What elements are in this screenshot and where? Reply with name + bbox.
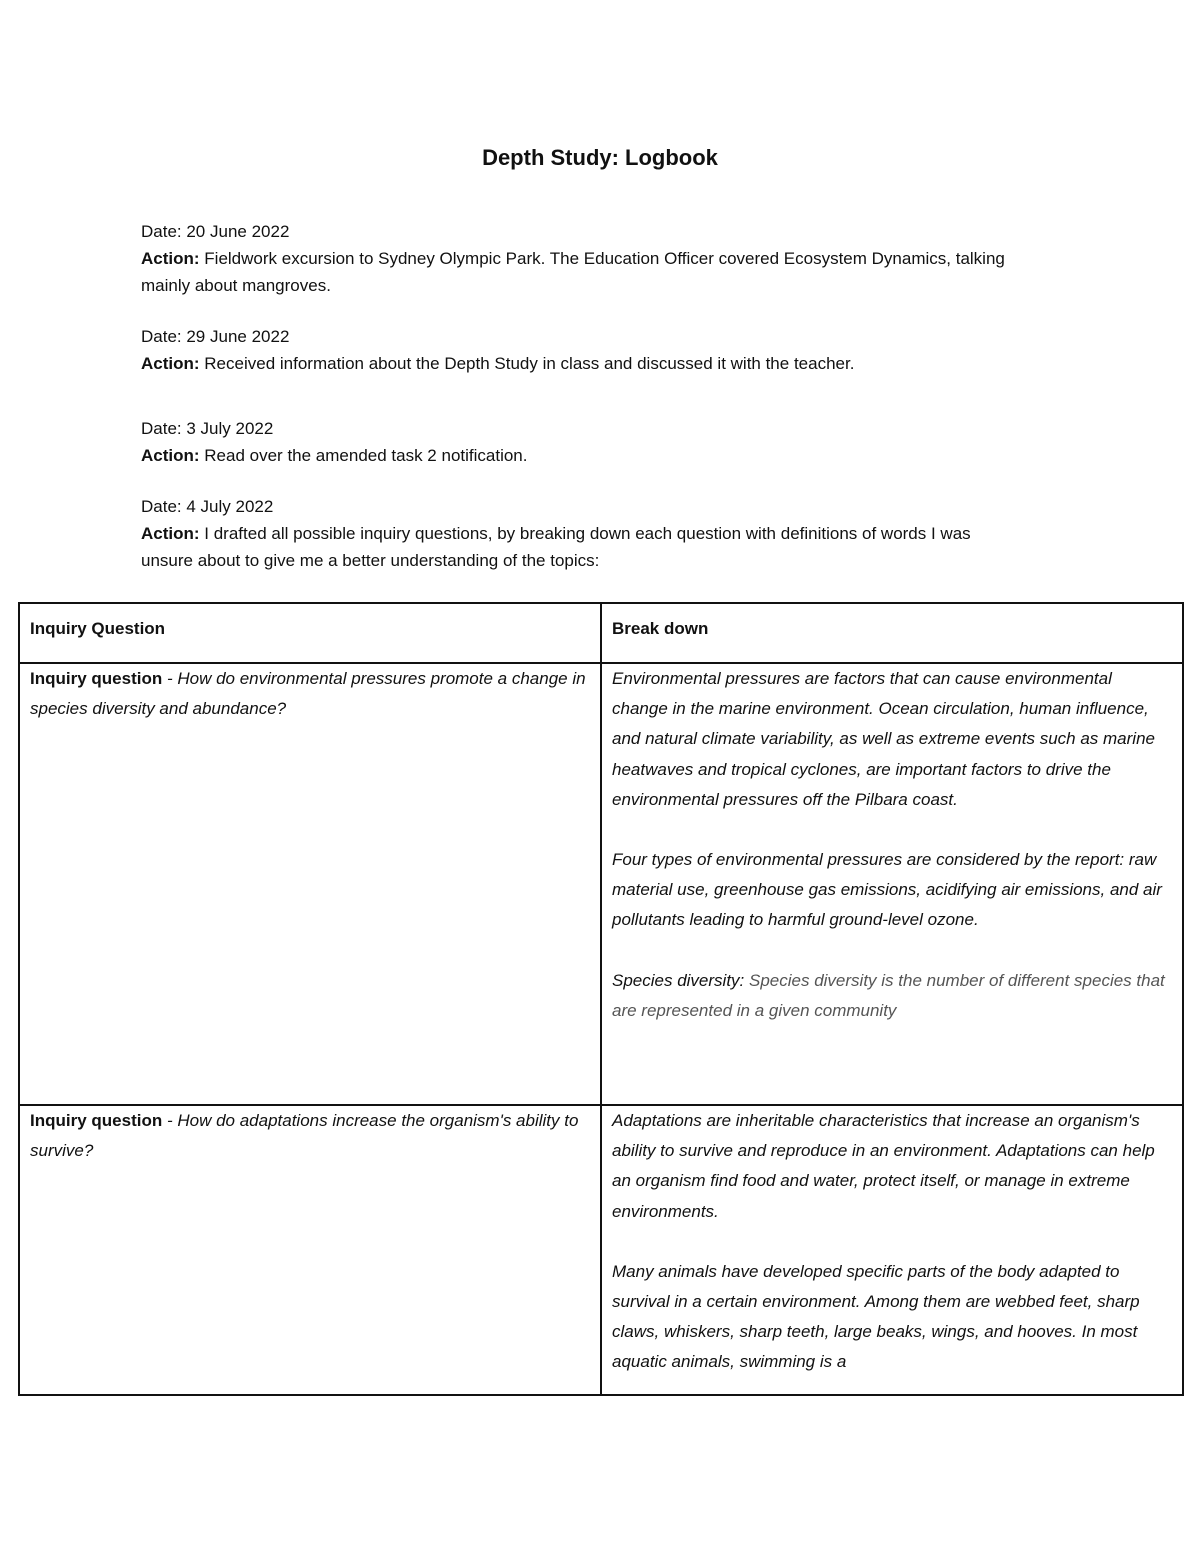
action-text: Read over the amended task 2 notification.: [204, 446, 528, 465]
question-label: Inquiry question: [30, 1111, 163, 1130]
question-text: - How do environmental pressures promote a change in species diversity and abundance?: [30, 669, 586, 719]
header-inquiry-question: Inquiry Question: [19, 603, 601, 663]
action-label: Action:: [141, 354, 200, 373]
entry-date: Date: 3 July 2022: [141, 419, 274, 438]
breakdown-cell: [601, 1105, 1183, 1395]
question-cell: [19, 663, 601, 1105]
action-text: I drafted all possible inquiry questions, by breaking down each question with definitions of words I was unsure about to give me a better understanding of the topics:: [141, 524, 971, 570]
entry-date: Date: 29 June 2022: [141, 327, 290, 346]
page-title: Depth Study: Logbook: [482, 145, 718, 170]
table-row: [19, 663, 1183, 1105]
log-entry: [141, 323, 1021, 377]
logbook-entries: [141, 218, 1021, 574]
entry-action: [141, 442, 1021, 469]
log-entry: [141, 493, 1021, 574]
definition-text: Species diversity is the number of different species that are represented in a given community: [612, 970, 1165, 1020]
question-text: - How do adaptations increase the organism's ability to survive?: [30, 1111, 579, 1161]
breakdown-paragraph: Adaptations are inheritable characteristics that increase an organism's ability to survive and reproduce in an environment. Adaptations can help an organism find food and water, protect itself, or manage in extreme environments.: [612, 1111, 1155, 1221]
entry-date: Date: 20 June 2022: [141, 222, 290, 241]
entry-action: [141, 520, 1021, 574]
log-entry: [141, 415, 1021, 469]
table-header-row: [19, 603, 1183, 663]
entry-action: [141, 245, 1021, 299]
definition-term: Species diversity:: [612, 970, 749, 990]
breakdown-paragraph: Four types of environmental pressures are considered by the report: raw material use, greenhouse gas emissions, acidifying air emissions, and air pollutants leading to harmful ground-level ozone.: [612, 850, 1162, 930]
log-entry: [141, 218, 1021, 299]
question-label: Inquiry question: [30, 669, 163, 688]
entry-date: Date: 4 July 2022: [141, 497, 274, 516]
breakdown-paragraph: Environmental pressures are factors that can cause environmental change in the marine environment. Ocean circulation, human influence, and natural climate variability, as well as extreme events such as marine heatwaves and tropical cyclones, are important factors to drive the environmental pressures off the Pilbara coast.: [612, 669, 1155, 809]
header-break-down: Break down: [601, 603, 1183, 663]
action-label: Action:: [141, 249, 200, 268]
inquiry-table: [18, 602, 1184, 1396]
action-label: Action:: [141, 446, 200, 465]
breakdown-cell: [601, 663, 1183, 1105]
breakdown-paragraph: Many animals have developed specific parts of the body adapted to survival in a certain environment. Among them are webbed feet, sharp claws, whiskers, sharp teeth, large beaks, wings, and hooves. In most aquatic animals, swimming is a: [612, 1261, 1140, 1372]
question-cell: [19, 1105, 601, 1395]
table-row: [19, 1105, 1183, 1395]
action-label: Action:: [141, 524, 200, 543]
action-text: Received information about the Depth Study in class and discussed it with the teacher.: [204, 354, 855, 373]
breakdown-paragraph: [612, 966, 1172, 1026]
entry-action: [141, 350, 1021, 377]
action-text: Fieldwork excursion to Sydney Olympic Park. The Education Officer covered Ecosystem Dynamics, talking mainly about mangroves.: [141, 249, 1005, 295]
